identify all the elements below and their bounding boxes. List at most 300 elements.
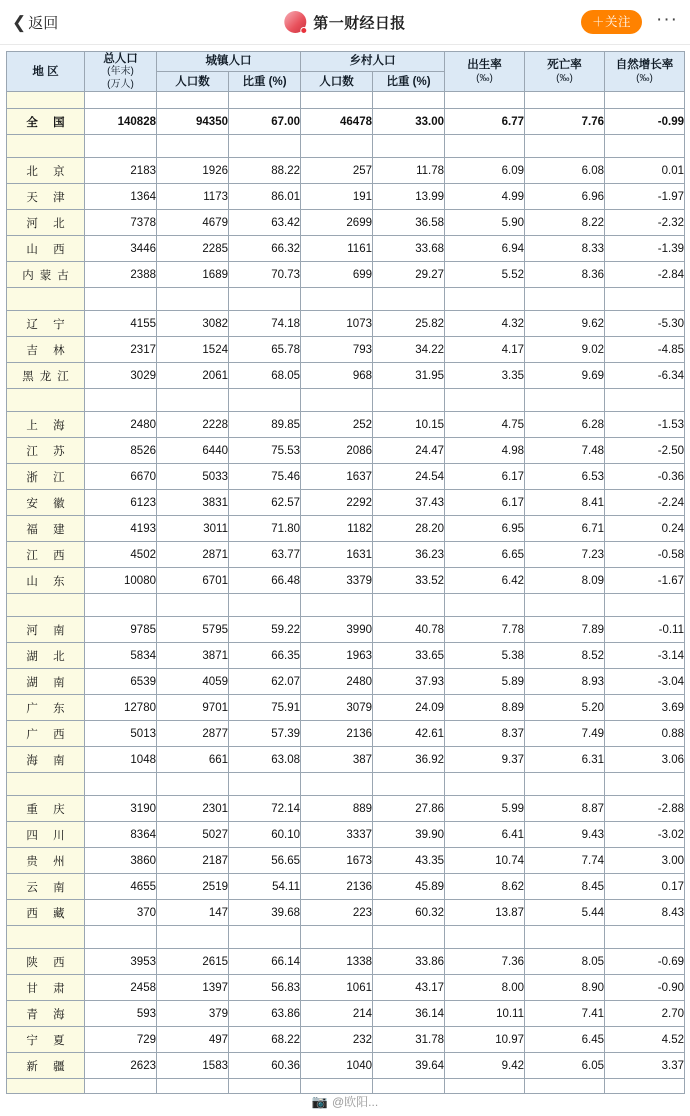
header-death-rate-main: 死亡率 (547, 59, 582, 72)
spacer-cell (85, 92, 157, 109)
cell-urban-count: 1583 (157, 1053, 229, 1079)
region-name-cell: 青 海 (7, 1001, 85, 1027)
spacer-cell (605, 773, 685, 796)
cell-total: 5013 (85, 721, 157, 747)
spacer-cell (157, 926, 229, 949)
cell-birth: 6.77 (445, 109, 525, 135)
cell-death: 8.45 (525, 874, 605, 900)
cell-growth: -0.58 (605, 542, 685, 568)
cell-urban-count: 2301 (157, 796, 229, 822)
cell-rural-count: 1073 (301, 311, 373, 337)
cell-urban-share: 75.53 (229, 438, 301, 464)
cell-birth: 10.74 (445, 848, 525, 874)
table-spacer-row (7, 926, 685, 949)
table-spacer-row (7, 773, 685, 796)
region-name-cell: 浙 江 (7, 464, 85, 490)
cell-death: 7.89 (525, 617, 605, 643)
table-row (7, 900, 685, 926)
table-row (7, 1001, 685, 1027)
cell-urban-share: 39.68 (229, 900, 301, 926)
region-name-cell: 湖 北 (7, 643, 85, 669)
table-spacer-row (7, 389, 685, 412)
cell-urban-share: 75.46 (229, 464, 301, 490)
cell-growth: -1.67 (605, 568, 685, 594)
region-name-cell: 山 东 (7, 568, 85, 594)
cell-growth: -5.30 (605, 311, 685, 337)
spacer-cell (525, 135, 605, 158)
table-row (7, 874, 685, 900)
cell-urban-count: 661 (157, 747, 229, 773)
cell-growth: -6.34 (605, 363, 685, 389)
cell-total: 8364 (85, 822, 157, 848)
cell-urban-share: 68.22 (229, 1027, 301, 1053)
cell-urban-count: 2615 (157, 949, 229, 975)
cell-rural-share: 28.20 (373, 516, 445, 542)
spacer-cell (525, 594, 605, 617)
cell-birth: 5.52 (445, 262, 525, 288)
cell-rural-count: 214 (301, 1001, 373, 1027)
cell-rural-share: 27.86 (373, 796, 445, 822)
cell-death: 7.49 (525, 721, 605, 747)
cell-rural-share: 43.35 (373, 848, 445, 874)
cell-growth: 3.69 (605, 695, 685, 721)
spacer-cell (445, 594, 525, 617)
cell-urban-count: 6701 (157, 568, 229, 594)
spacer-cell (229, 135, 301, 158)
spacer-cell (373, 288, 445, 311)
cell-rural-count: 257 (301, 158, 373, 184)
header-rural-share: 比重 (%) (373, 72, 445, 92)
cell-growth: -0.11 (605, 617, 685, 643)
header-urban-share: 比重 (%) (229, 72, 301, 92)
region-name-cell: 甘 肃 (7, 975, 85, 1001)
cell-rural-count: 232 (301, 1027, 373, 1053)
region-name-cell: 广 西 (7, 721, 85, 747)
cell-urban-count: 379 (157, 1001, 229, 1027)
spacer-cell (85, 926, 157, 949)
table-row (7, 464, 685, 490)
region-name-cell: 贵 州 (7, 848, 85, 874)
cell-urban-count: 1524 (157, 337, 229, 363)
cell-urban-share: 62.07 (229, 669, 301, 695)
region-name-cell: 河 北 (7, 210, 85, 236)
cell-total: 4193 (85, 516, 157, 542)
cell-rural-share: 36.92 (373, 747, 445, 773)
cell-total: 5834 (85, 643, 157, 669)
spacer-region-cell (7, 92, 85, 109)
cell-rural-share: 13.99 (373, 184, 445, 210)
header-rural-count: 人口数 (301, 72, 373, 92)
spacer-cell (605, 92, 685, 109)
region-name-cell: 宁 夏 (7, 1027, 85, 1053)
cell-rural-share: 29.27 (373, 262, 445, 288)
header-total-population (85, 52, 157, 92)
cell-death: 9.69 (525, 363, 605, 389)
cell-growth: -0.69 (605, 949, 685, 975)
cell-urban-share: 57.39 (229, 721, 301, 747)
spacer-cell (605, 1079, 685, 1094)
cell-death: 7.41 (525, 1001, 605, 1027)
table-row (7, 184, 685, 210)
cell-urban-count: 1397 (157, 975, 229, 1001)
cell-rural-count: 793 (301, 337, 373, 363)
cell-rural-count: 1040 (301, 1053, 373, 1079)
cell-urban-count: 5033 (157, 464, 229, 490)
cell-growth: -2.32 (605, 210, 685, 236)
spacer-cell (445, 389, 525, 412)
header-growth-rate-sub: (‰) (636, 72, 653, 84)
cell-rural-share: 36.14 (373, 1001, 445, 1027)
back-button[interactable] (12, 12, 58, 33)
cell-birth: 6.65 (445, 542, 525, 568)
cell-death: 7.76 (525, 109, 605, 135)
cell-total: 370 (85, 900, 157, 926)
cell-rural-count: 1963 (301, 643, 373, 669)
cell-urban-share: 88.22 (229, 158, 301, 184)
cell-birth: 9.37 (445, 747, 525, 773)
cell-total: 7378 (85, 210, 157, 236)
cell-rural-share: 25.82 (373, 311, 445, 337)
spacer-cell (229, 92, 301, 109)
cell-growth: 8.43 (605, 900, 685, 926)
spacer-cell (525, 773, 605, 796)
cell-rural-share: 24.54 (373, 464, 445, 490)
cell-urban-count: 94350 (157, 109, 229, 135)
spacer-cell (229, 926, 301, 949)
spacer-cell (301, 389, 373, 412)
cell-death: 8.36 (525, 262, 605, 288)
region-name-cell: 北 京 (7, 158, 85, 184)
table-row (7, 337, 685, 363)
cell-birth: 4.75 (445, 412, 525, 438)
cell-growth: -3.04 (605, 669, 685, 695)
cell-birth: 3.35 (445, 363, 525, 389)
spacer-cell (301, 773, 373, 796)
cell-death: 6.71 (525, 516, 605, 542)
region-name-cell: 全 国 (7, 109, 85, 135)
cell-urban-count: 2228 (157, 412, 229, 438)
region-name-cell: 四 川 (7, 822, 85, 848)
table-header (7, 52, 685, 92)
cell-rural-share: 33.65 (373, 643, 445, 669)
cell-growth: -1.53 (605, 412, 685, 438)
cell-death: 7.74 (525, 848, 605, 874)
table-row (7, 262, 685, 288)
cell-urban-share: 72.14 (229, 796, 301, 822)
spacer-cell (157, 389, 229, 412)
spacer-cell (229, 389, 301, 412)
table-row (7, 158, 685, 184)
cell-death: 5.20 (525, 695, 605, 721)
table-row (7, 542, 685, 568)
cell-total: 9785 (85, 617, 157, 643)
cell-rural-count: 699 (301, 262, 373, 288)
cell-rural-count: 1161 (301, 236, 373, 262)
cell-birth: 6.17 (445, 464, 525, 490)
cell-urban-share: 66.48 (229, 568, 301, 594)
cell-urban-count: 2285 (157, 236, 229, 262)
spacer-cell (157, 92, 229, 109)
cell-rural-count: 1061 (301, 975, 373, 1001)
cell-birth: 10.11 (445, 1001, 525, 1027)
header-total-population-main: 总人口 (103, 53, 138, 65)
cell-urban-count: 2871 (157, 542, 229, 568)
table-row (7, 236, 685, 262)
cell-birth: 5.89 (445, 669, 525, 695)
header-birth-rate-main: 出生率 (467, 59, 502, 72)
cell-urban-count: 4059 (157, 669, 229, 695)
table-row (7, 568, 685, 594)
header-urban: 城镇人口 (157, 52, 301, 72)
cell-urban-share: 56.83 (229, 975, 301, 1001)
cell-death: 9.43 (525, 822, 605, 848)
spacer-cell (445, 1079, 525, 1094)
follow-button[interactable]: ＋关注 (581, 10, 642, 34)
cell-rural-share: 60.32 (373, 900, 445, 926)
spacer-cell (301, 92, 373, 109)
cell-rural-count: 252 (301, 412, 373, 438)
cell-total: 2183 (85, 158, 157, 184)
spacer-cell (373, 135, 445, 158)
header-birth-rate-sub: (‰) (476, 72, 493, 84)
table-row (7, 747, 685, 773)
spacer-cell (85, 594, 157, 617)
cell-rural-share: 33.68 (373, 236, 445, 262)
region-name-cell: 重 庆 (7, 796, 85, 822)
spacer-cell (373, 594, 445, 617)
header-total-population-sub2: (万人) (107, 78, 134, 90)
cell-rural-share: 34.22 (373, 337, 445, 363)
spacer-region-cell (7, 926, 85, 949)
spacer-cell (525, 92, 605, 109)
cell-birth: 9.42 (445, 1053, 525, 1079)
cell-total: 140828 (85, 109, 157, 135)
header-growth-rate (605, 52, 685, 92)
cell-growth: -1.39 (605, 236, 685, 262)
cell-death: 8.09 (525, 568, 605, 594)
spacer-cell (373, 926, 445, 949)
cell-death: 8.22 (525, 210, 605, 236)
cell-urban-count: 1926 (157, 158, 229, 184)
region-name-cell: 新 疆 (7, 1053, 85, 1079)
cell-growth: 3.00 (605, 848, 685, 874)
cell-rural-share: 33.86 (373, 949, 445, 975)
region-name-cell: 山 西 (7, 236, 85, 262)
spacer-cell (445, 773, 525, 796)
cell-growth: 4.52 (605, 1027, 685, 1053)
avatar (284, 11, 306, 33)
cell-urban-count: 1173 (157, 184, 229, 210)
cell-urban-count: 2877 (157, 721, 229, 747)
cell-rural-count: 3079 (301, 695, 373, 721)
cell-growth: 3.37 (605, 1053, 685, 1079)
spacer-cell (85, 135, 157, 158)
cell-death: 7.48 (525, 438, 605, 464)
cell-urban-count: 5795 (157, 617, 229, 643)
region-name-cell: 海 南 (7, 747, 85, 773)
cell-rural-share: 31.78 (373, 1027, 445, 1053)
table-row (7, 949, 685, 975)
cell-total: 2480 (85, 412, 157, 438)
spacer-region-cell (7, 135, 85, 158)
spacer-cell (445, 288, 525, 311)
cell-urban-share: 63.86 (229, 1001, 301, 1027)
cell-growth: -4.85 (605, 337, 685, 363)
cell-rural-count: 223 (301, 900, 373, 926)
cell-growth: 2.70 (605, 1001, 685, 1027)
cell-rural-count: 968 (301, 363, 373, 389)
region-name-cell: 吉 林 (7, 337, 85, 363)
cell-growth: 0.01 (605, 158, 685, 184)
cell-growth: -0.36 (605, 464, 685, 490)
spacer-cell (157, 1079, 229, 1094)
header-urban-count: 人口数 (157, 72, 229, 92)
cell-death: 6.08 (525, 158, 605, 184)
spacer-cell (605, 389, 685, 412)
cell-urban-count: 4679 (157, 210, 229, 236)
account-name: 第一财经日报 (313, 14, 406, 32)
cell-rural-share: 33.00 (373, 109, 445, 135)
cell-death: 8.90 (525, 975, 605, 1001)
spacer-cell (373, 92, 445, 109)
cell-death: 9.02 (525, 337, 605, 363)
cell-urban-count: 2519 (157, 874, 229, 900)
cell-death: 8.05 (525, 949, 605, 975)
spacer-cell (301, 1079, 373, 1094)
cell-rural-share: 43.17 (373, 975, 445, 1001)
account-header[interactable] (284, 11, 405, 33)
cell-death: 9.62 (525, 311, 605, 337)
cell-total: 2623 (85, 1053, 157, 1079)
table-row (7, 490, 685, 516)
spacer-cell (605, 288, 685, 311)
cell-rural-count: 46478 (301, 109, 373, 135)
table-spacer-row (7, 594, 685, 617)
cell-urban-count: 3871 (157, 643, 229, 669)
header-death-rate-sub: (‰) (556, 72, 573, 84)
cell-birth: 5.99 (445, 796, 525, 822)
cell-birth: 8.62 (445, 874, 525, 900)
spacer-cell (229, 1079, 301, 1094)
spacer-cell (525, 288, 605, 311)
cell-urban-count: 3082 (157, 311, 229, 337)
watermark (0, 1093, 690, 1110)
cell-urban-count: 147 (157, 900, 229, 926)
spacer-cell (525, 389, 605, 412)
cell-birth: 6.95 (445, 516, 525, 542)
cell-growth: -3.14 (605, 643, 685, 669)
cell-death: 8.33 (525, 236, 605, 262)
cell-birth: 5.90 (445, 210, 525, 236)
header-death-rate (525, 52, 605, 92)
cell-growth: 0.88 (605, 721, 685, 747)
cell-urban-count: 1689 (157, 262, 229, 288)
header-region: 地 区 (7, 52, 85, 92)
spacer-cell (85, 288, 157, 311)
header-birth-rate (445, 52, 525, 92)
cell-urban-count: 5027 (157, 822, 229, 848)
spacer-cell (525, 1079, 605, 1094)
table-row (7, 1053, 685, 1079)
cell-rural-count: 2136 (301, 874, 373, 900)
spacer-cell (229, 773, 301, 796)
back-label: 返回 (28, 14, 59, 32)
table-spacer-row (7, 288, 685, 311)
spacer-cell (445, 92, 525, 109)
cell-urban-share: 60.36 (229, 1053, 301, 1079)
spacer-cell (85, 773, 157, 796)
cell-total: 3190 (85, 796, 157, 822)
cell-total: 3953 (85, 949, 157, 975)
region-name-cell: 上 海 (7, 412, 85, 438)
cell-urban-count: 2187 (157, 848, 229, 874)
more-options-icon[interactable]: ··· (656, 8, 678, 30)
cell-urban-share: 54.11 (229, 874, 301, 900)
cell-birth: 4.17 (445, 337, 525, 363)
cell-rural-count: 3990 (301, 617, 373, 643)
region-name-cell: 广 东 (7, 695, 85, 721)
cell-rural-count: 1673 (301, 848, 373, 874)
region-name-cell: 云 南 (7, 874, 85, 900)
cell-death: 7.23 (525, 542, 605, 568)
cell-rural-share: 36.58 (373, 210, 445, 236)
weibo-icon: 📷 (311, 1093, 328, 1109)
spacer-cell (373, 773, 445, 796)
table-spacer-row (7, 92, 685, 109)
cell-total: 3446 (85, 236, 157, 262)
cell-growth: -3.02 (605, 822, 685, 848)
cell-rural-count: 191 (301, 184, 373, 210)
cell-rural-share: 11.78 (373, 158, 445, 184)
table-row (7, 695, 685, 721)
spacer-region-cell (7, 594, 85, 617)
cell-birth: 13.87 (445, 900, 525, 926)
cell-urban-share: 63.08 (229, 747, 301, 773)
population-statistics-table (6, 51, 685, 1094)
spacer-cell (301, 594, 373, 617)
spacer-cell (445, 135, 525, 158)
cell-growth: -0.99 (605, 109, 685, 135)
table-row (7, 1027, 685, 1053)
cell-birth: 4.98 (445, 438, 525, 464)
cell-rural-share: 39.64 (373, 1053, 445, 1079)
cell-birth: 10.97 (445, 1027, 525, 1053)
cell-death: 8.87 (525, 796, 605, 822)
cell-urban-share: 71.80 (229, 516, 301, 542)
cell-death: 6.45 (525, 1027, 605, 1053)
table-spacer-row (7, 1079, 685, 1094)
region-name-cell: 黑龙江 (7, 363, 85, 389)
cell-growth: 3.06 (605, 747, 685, 773)
cell-rural-count: 2086 (301, 438, 373, 464)
spacer-cell (605, 594, 685, 617)
table-row (7, 412, 685, 438)
top-right-actions (581, 10, 678, 35)
table-row (7, 516, 685, 542)
cell-urban-count: 3831 (157, 490, 229, 516)
header-total-population-sub1: (年末) (107, 66, 134, 78)
spacer-cell (605, 135, 685, 158)
region-name-cell: 湖 南 (7, 669, 85, 695)
cell-rural-count: 1637 (301, 464, 373, 490)
header-growth-rate-main: 自然增长率 (615, 59, 674, 72)
cell-rural-share: 37.43 (373, 490, 445, 516)
cell-death: 8.41 (525, 490, 605, 516)
cell-rural-count: 387 (301, 747, 373, 773)
cell-death: 5.44 (525, 900, 605, 926)
cell-birth: 4.32 (445, 311, 525, 337)
cell-urban-count: 3011 (157, 516, 229, 542)
